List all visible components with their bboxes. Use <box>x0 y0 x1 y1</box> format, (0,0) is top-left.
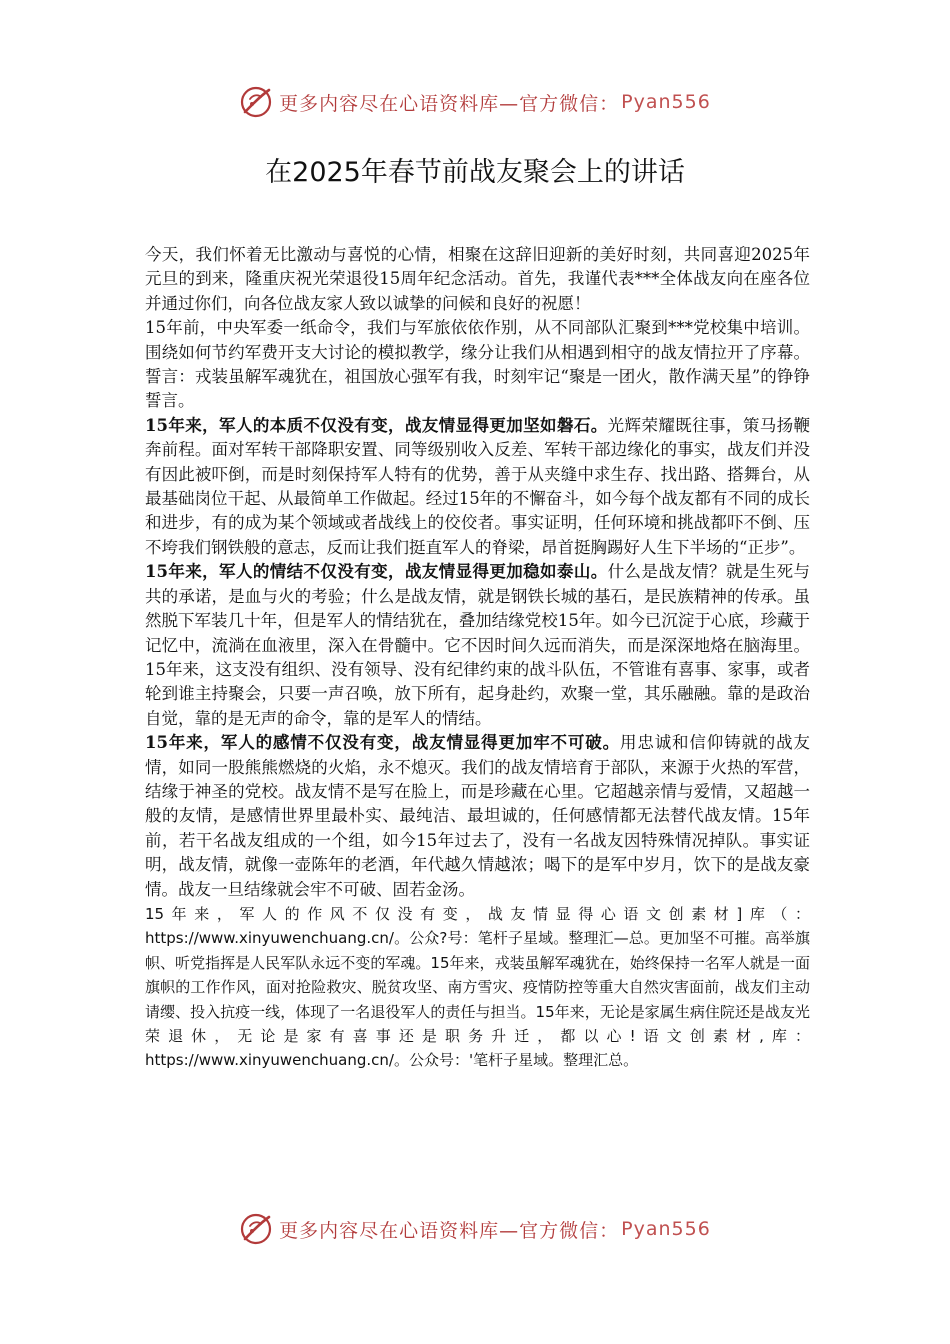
paragraph <box>145 731 810 902</box>
paragraph-text: 光辉荣耀既往事，策马扬鞭奔前程。面对军转干部降职安置、同等级别收入反差、军转干部边缘化的事实，战友们并没有因此被吓倒，而是时刻保持军人特有的优势，善于从夹缝中求生存、找出路、搭舞台，从最基础岗位干起、从最简单工作做起。经过15年的不懈奋斗，如今每个战友都有不同的成长和进步，有的成为某个领域或者战线上的佼佼者。事实证明，任何环境和挑战都吓不倒、压不垮我们钢铁般的意志，反而让我们挺直军人的脊梁，昂首挺胸踢好人生下半场的“正步”。 <box>145 415 811 557</box>
paragraph <box>145 902 810 1073</box>
footer-banner <box>0 1209 950 1249</box>
paragraph <box>145 243 810 316</box>
banner-handle: Pyan556 <box>621 91 711 113</box>
paragraph-text: 今天，我们怀着无比激动与喜悦的心情，相聚在这辞旧迎新的美好时刻，共同喜迎2025年元旦的到来，隆重庆祝光荣退役15周年纪念活动。首先，我谨代表***全体战友向在座各位并通过你们，向各位战友家人致以诚挚的问候和良好的祝愿！ <box>145 245 810 313</box>
paragraph-heading: 15年来，军人的感情不仅没有变，战友情显得更加牢不可破。 <box>145 733 620 753</box>
document-title: 在2025年春节前战友聚会上的讲话 <box>265 157 685 188</box>
banner-text: 更多内容尽在心语资料库—官方微信： <box>279 1219 620 1242</box>
banner-text: 更多内容尽在心语资料库—官方微信： <box>279 92 620 115</box>
paragraph-heading: 15年来，军人的本质不仅没有变，战友情显得更加坚如磐石。 <box>145 415 608 435</box>
paragraph-text: 用忠诚和信仰铸就的战友情，如同一股熊熊燃烧的火焰，永不熄灭。我们的战友情培育于部队，来源于火热的军营，结缘于神圣的党校。战友情不是写在脸上，而是珍藏在心里。它超越亲情与爱情，又超越一般的友情，是感情世界里最朴实、最纯洁、最坦诚的，任何感情都无法替代战友情。15年前，若干名战友组成的一个组，如今15年过去了，没有一名战友因特殊情况掉队。事实证明，战友情，就像一壶陈年的老酒，年代越久情越浓；喝下的是军中岁月，饮下的是战友豪情。战友一旦结缘就会牢不可破、固若金汤。 <box>145 733 811 899</box>
paragraph-text: 什么是战友情？就是生死与共的承诺，是血与火的考验；什么是战友情，就是钢铁长城的基石，是民族精神的传承。虽然脱下军装几十年，但是军人的情结犹在，叠加结缘党校15年。如今已沉淀于心底，珍藏于记忆中，流淌在血液里，深入在骨髓中。它不因时间久远而消失，而是深深地烙在脑海里。15年来，这支没有组织、没有领导、没有纪律约束的战斗队伍，不管谁有喜事、家事，或者轮到谁主持聚会，只要一声召唤，放下所有，起身赴约，欢聚一堂，其乐融融。靠的是政治自觉，靠的是无声的命令，靠的是军人的情结。 <box>145 562 811 728</box>
paragraph <box>145 316 810 414</box>
paragraph <box>145 560 810 731</box>
paragraph-text: 15年来，军人的作风不仅没有变，战友情显得心语文创素材]库（：https://www.xinyuwenchuang.cn/。公众?号：笔杆子星域。整理汇—总。更加坚不可摧。高举旗帜、听党指挥是人民军队永远不变的军魂。15年来，戎装虽解军魂犹在，始终保持一名军人就是一面旗帜的工作作风，面对抢险救灾、脱贫攻坚、南方雪灾、疫情防控等重大自然灾害面前，战友们主动请缨、投入抗疫一线，体现了一名退役军人的责任与担当。15年来，无论是家属生病住院还是战友光荣退休，无论是家有喜事还是职务升迁，都以心!语文创素材,库：https://www.xinyuwenchuang.cn/。公众号：'笔杆子星域。整理汇总。 <box>145 904 810 1070</box>
paragraph-text: 15年前，中央军委一纸命令，我们与军旅依依作别，从不同部队汇聚到***党校集中培训。围绕如何节约军费开支大讨论的模拟教学，缘分让我们从相遇到相守的战友情拉开了序幕。誓言：戎装虽解军魂犹在，祖国放心强军有我，时刻牢记“聚是一团火，散作满天星”的铮铮誓言。 <box>145 318 810 411</box>
document-body <box>145 243 810 1073</box>
header-banner <box>0 82 950 122</box>
banner-handle: Pyan556 <box>621 1218 711 1240</box>
brand-logo-icon <box>239 1212 273 1246</box>
brand-logo-icon <box>239 85 273 119</box>
paragraph <box>145 414 810 560</box>
paragraph-heading: 15年来，军人的情结不仅没有变，战友情显得更加稳如泰山。 <box>145 562 608 582</box>
